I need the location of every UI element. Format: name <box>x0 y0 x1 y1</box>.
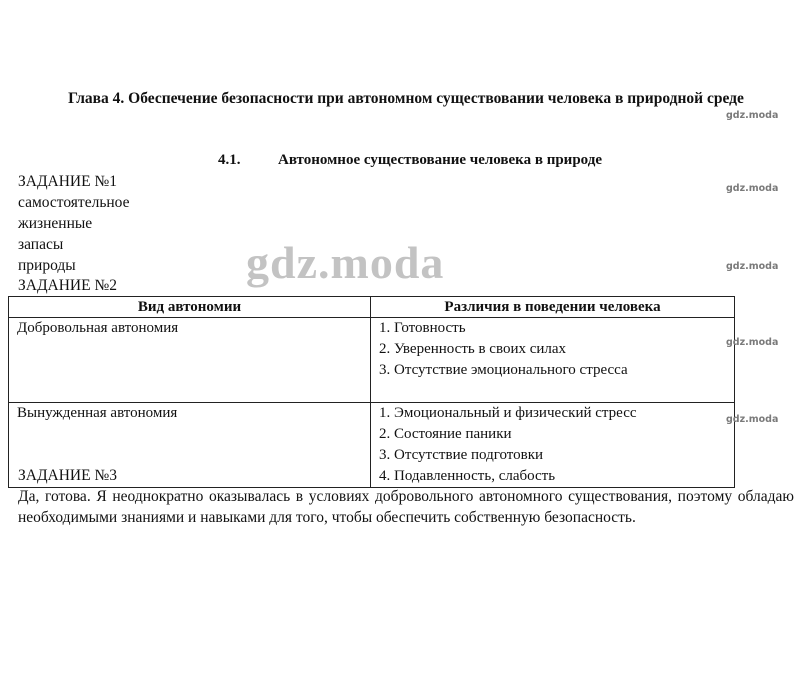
difference-item: 1. Эмоциональный и физический стресс <box>379 405 637 421</box>
autonomy-kind-cell: Добровольная автономия <box>9 318 371 403</box>
difference-item: 1. Готовность <box>379 320 466 336</box>
section-title <box>150 150 670 170</box>
differences-cell <box>371 403 735 488</box>
column-header-kind: Вид автономии <box>9 297 371 318</box>
difference-item: 3. Отсутствие эмоционального стресса <box>379 362 628 378</box>
task2-heading: ЗАДАНИЕ №2 <box>18 277 117 294</box>
chapter-title: Глава 4. Обеспечение безопасности при автономном существовании человека в природной среде <box>68 90 744 107</box>
autonomy-table <box>8 296 735 488</box>
table-header-row <box>9 297 735 318</box>
table-row <box>9 318 735 403</box>
differences-cell <box>371 318 735 403</box>
watermark-small: gdz.moda <box>726 261 779 272</box>
task1-heading: ЗАДАНИЕ №1 <box>18 173 117 190</box>
difference-item: 4. Подавленность, слабость <box>379 468 556 484</box>
autonomy-kind-cell: Вынужденная автономия <box>9 403 371 488</box>
watermark-small: gdz.moda <box>726 183 779 194</box>
section-name: Автономное существование человека в природе <box>278 152 602 168</box>
task1-answer-4: природы <box>18 257 76 274</box>
watermark-logo: gdz.moda <box>246 237 445 288</box>
watermark-small: gdz.moda <box>726 110 779 121</box>
table-row <box>9 403 735 488</box>
watermark-small: gdz.moda <box>726 337 779 348</box>
task3-heading: ЗАДАНИЕ №3 <box>18 467 117 484</box>
section-number: 4.1. <box>218 152 241 168</box>
column-header-differences: Различия в поведении человека <box>371 297 735 318</box>
difference-item: 2. Уверенность в своих силах <box>379 341 567 357</box>
difference-item: 2. Состояние паники <box>379 426 512 442</box>
task1-answer-2: жизненные <box>18 215 93 232</box>
watermark-small: gdz.moda <box>726 414 779 425</box>
difference-item: 3. Отсутствие подготовки <box>379 447 544 463</box>
task3-answer: Да, готова. Я неоднократно оказывалась в условиях добровольного автономного существования, поэтому обладаю необходимыми знаниями и навыками для того, чтобы обеспечить собственную безопасность. <box>18 488 794 526</box>
task1-answer-1: самостоятельное <box>18 194 130 211</box>
task1-answer-3: запасы <box>18 236 64 253</box>
